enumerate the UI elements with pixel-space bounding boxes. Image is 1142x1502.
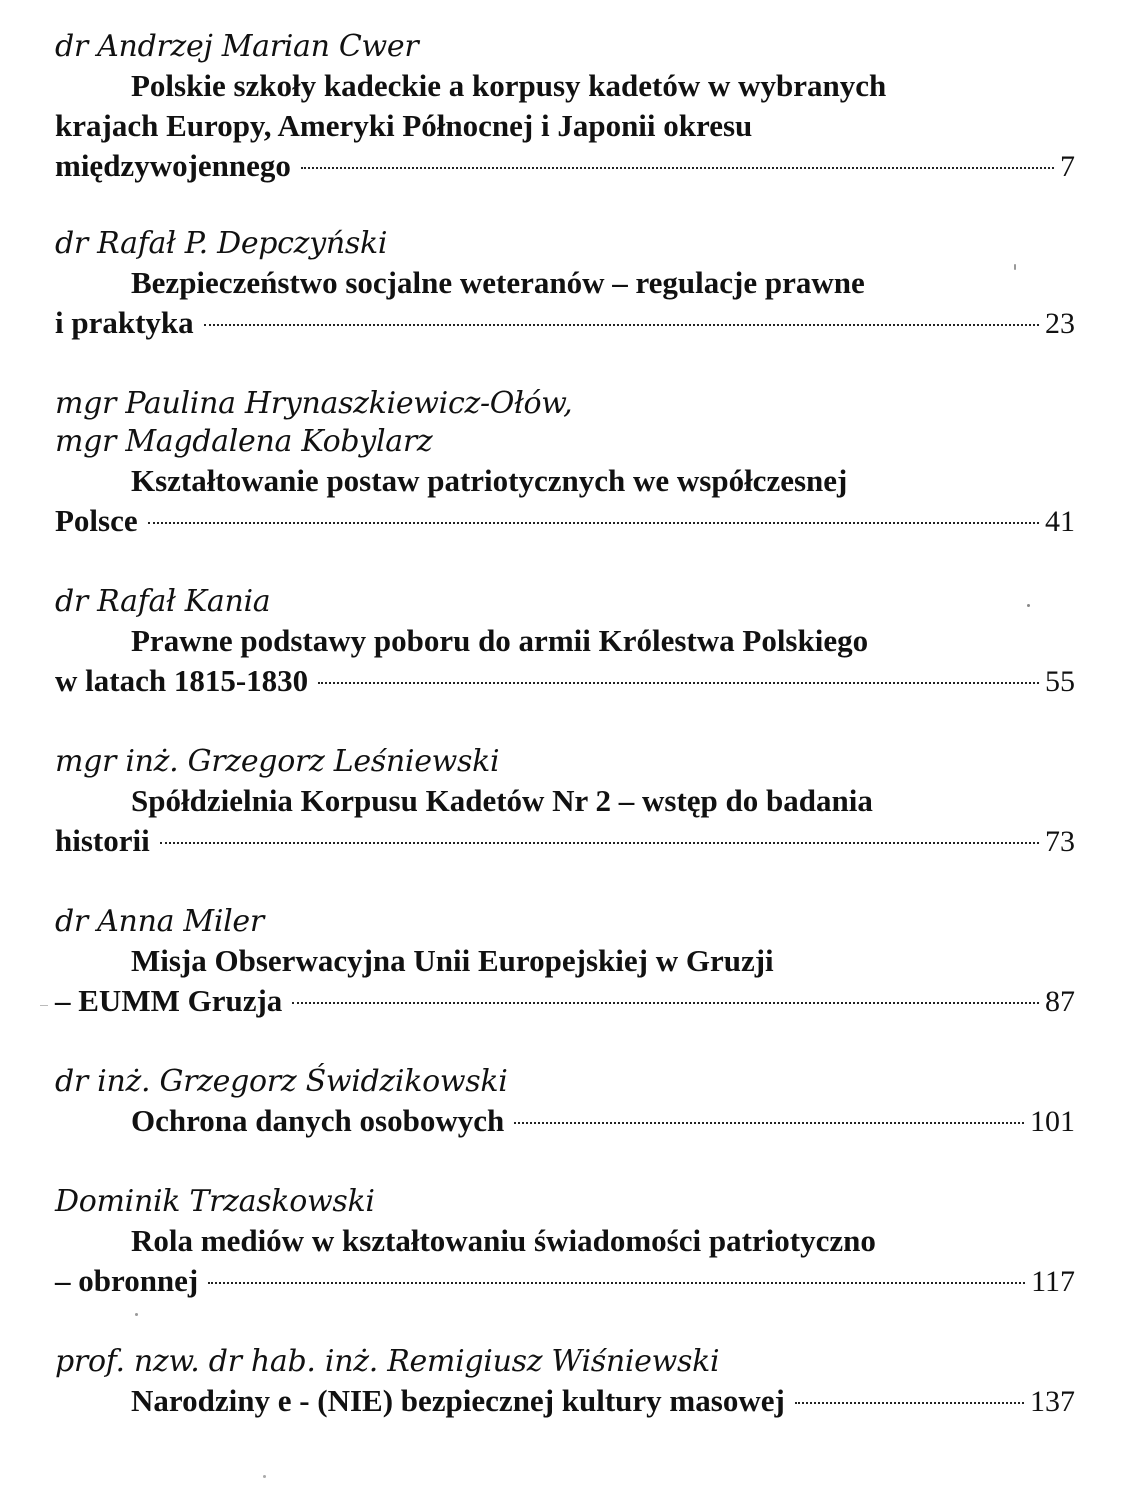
page-number: 137 xyxy=(1030,1385,1075,1418)
entry-title xyxy=(55,461,1075,541)
entry-author: dr Rafał Kania xyxy=(55,584,271,619)
dot-leader xyxy=(795,1402,1024,1404)
dot-leader xyxy=(318,682,1039,684)
entry-title xyxy=(55,781,1075,861)
toc-entry xyxy=(55,1183,1075,1301)
scan-speck xyxy=(40,1005,48,1006)
toc-entry xyxy=(55,385,1075,541)
entry-title-line: Ochrona danych osobowych xyxy=(131,1103,505,1138)
toc-entry xyxy=(55,583,1075,701)
page-number: 7 xyxy=(1060,150,1075,183)
entry-title-line: historii xyxy=(55,823,150,858)
table-of-contents xyxy=(55,28,1075,1421)
entry-title-line: Misja Obserwacyjna Unii Europejskiej w Gruzji xyxy=(131,943,774,978)
entry-title xyxy=(55,1381,1075,1421)
entry-author: dr Andrzej Marian Cwer xyxy=(55,29,419,64)
entry-title-line: Polskie szkoły kadeckie a korpusy kadetów w wybranych xyxy=(131,68,887,103)
scan-speck xyxy=(135,1313,138,1316)
toc-entry xyxy=(55,903,1075,1021)
entry-title-line: Narodziny e - (NIE) bezpiecznej kultury masowej xyxy=(131,1383,785,1418)
scan-speck xyxy=(1027,604,1030,607)
scan-speck xyxy=(1014,264,1016,270)
page-number: 73 xyxy=(1045,825,1075,858)
toc-entry xyxy=(55,1343,1075,1421)
entry-title xyxy=(55,66,1075,186)
entry-author: mgr Magdalena Kobylarz xyxy=(55,424,433,459)
entry-title-line: – obronnej xyxy=(55,1263,199,1298)
entry-author: mgr inż. Grzegorz Leśniewski xyxy=(55,744,500,779)
dot-leader xyxy=(148,522,1039,524)
entry-author: dr Rafał P. Depczyński xyxy=(55,226,388,261)
page-number: 101 xyxy=(1030,1105,1075,1138)
entry-author: Dominik Trzaskowski xyxy=(55,1184,375,1219)
entry-title-line: Polsce xyxy=(55,503,138,538)
dot-leader xyxy=(204,324,1039,326)
toc-entry xyxy=(55,28,1075,186)
toc-entry xyxy=(55,1063,1075,1141)
entry-title xyxy=(55,941,1075,1021)
entry-author: dr inż. Grzegorz Świdzikowski xyxy=(55,1064,508,1099)
entry-title-line: i praktyka xyxy=(55,305,194,340)
page-number: 117 xyxy=(1031,1265,1075,1298)
scan-speck xyxy=(263,1475,266,1478)
page-number: 23 xyxy=(1045,307,1075,340)
dot-leader xyxy=(208,1282,1025,1284)
entry-title-line: Prawne podstawy poboru do armii Królestwa Polskiego xyxy=(131,623,869,658)
entry-title xyxy=(55,621,1075,701)
entry-title-line: Kształtowanie postaw patriotycznych we współczesnej xyxy=(131,463,848,498)
dot-leader xyxy=(160,842,1039,844)
entry-title xyxy=(55,1221,1075,1301)
page-number: 55 xyxy=(1045,665,1075,698)
entry-title-line: – EUMM Gruzja xyxy=(55,983,283,1018)
toc-entry xyxy=(55,225,1075,343)
entry-title xyxy=(55,1101,1075,1141)
dot-leader xyxy=(514,1122,1024,1124)
entry-author: dr Anna Miler xyxy=(55,904,264,939)
entry-author: prof. nzw. dr hab. inż. Remigiusz Wiśniewski xyxy=(55,1344,720,1379)
entry-title-line: w latach 1815-1830 xyxy=(55,663,309,698)
entry-title-line: krajach Europy, Ameryki Północnej i Japonii okresu xyxy=(55,108,753,143)
entry-title-line: Bezpieczeństwo socjalne weteranów – regulacje prawne xyxy=(131,265,865,300)
entry-title-line: międzywojennego xyxy=(55,148,291,183)
entry-author: mgr Paulina Hrynaszkiewicz-Ołów, xyxy=(55,386,573,421)
dot-leader xyxy=(301,167,1054,169)
entry-title xyxy=(55,263,1075,343)
page-number: 41 xyxy=(1045,505,1075,538)
entry-title-line: Rola mediów w kształtowaniu świadomości patriotyczno xyxy=(131,1223,876,1258)
toc-entry xyxy=(55,743,1075,861)
entry-title-line: Spółdzielnia Korpusu Kadetów Nr 2 – wstęp do badania xyxy=(131,783,873,818)
dot-leader xyxy=(292,1002,1039,1004)
page-number: 87 xyxy=(1045,985,1075,1018)
